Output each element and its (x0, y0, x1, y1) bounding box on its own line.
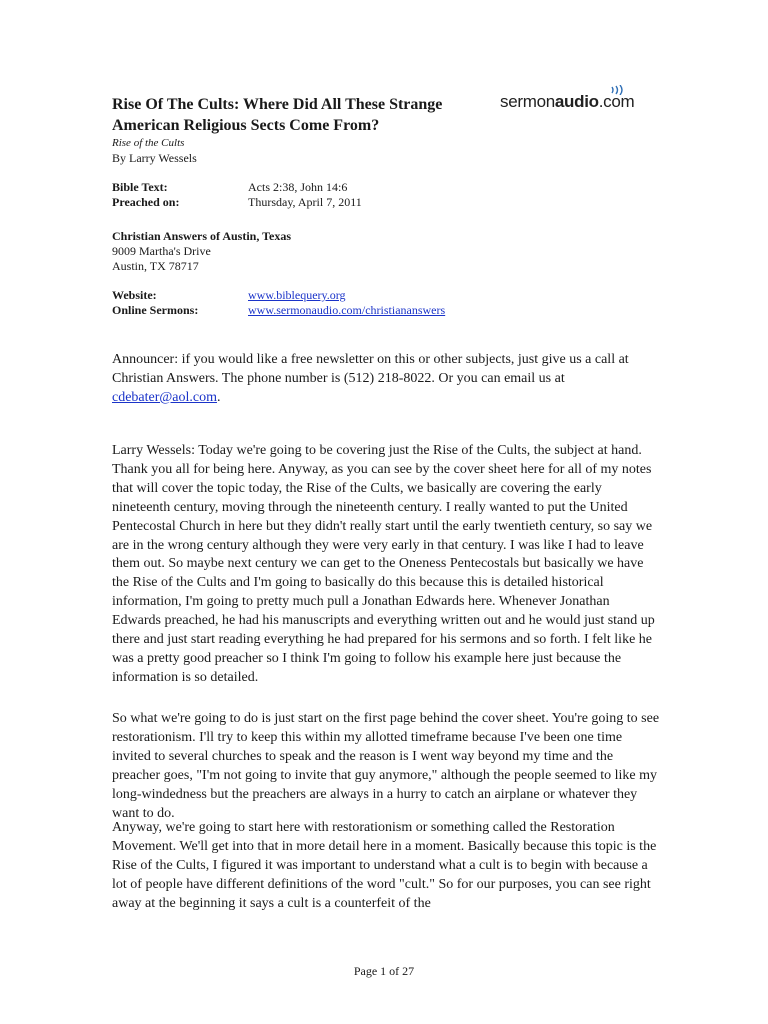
transcript-paragraph-3: Anyway, we're going to start here with restorationism or something called the Restoration Movement. We'll get into that in more detail here in a moment. Basically because this topic is the Rise of the Cults, I figured it was important to understand what a cult is to begin with because a lot of people have different definitions of the word "cult." So for our purposes, you can see right away at the beginning it says a cult is a counterfeit of the (112, 820, 657, 911)
preached-on-value: Thursday, April 7, 2011 (248, 195, 362, 209)
transcript-paragraph-2: So what we're going to do is just start on the first page behind the cover sheet. You're going to see restorationism. I'll try to keep this within my allotted timeframe because I've been one time invited to several churches to speak and the reason is I went way beyond my time and the preacher goes, "I'm not going to invite that guy anymore," although the people seemed to like my long-windedness but the preachers are always in a hurry to catch an airplane or whatever they want to do. (112, 711, 660, 821)
bible-text-value: Acts 2:38, John 14:6 (248, 180, 348, 194)
logo-text-audio: audio (554, 92, 599, 111)
transcript-paragraph-1: Larry Wessels: Today we're going to be covering just the Rise of the Cults, the subject at hand. Thank you all for being here. Anyway, as you can see by the cover sheet here for all of my notes that will cover the topic today, the Rise of the Cults, we basically are covering the early nineteenth century, moving through the nineteenth century. I really wanted to put the United Pentecostal Church in here but they didn't really start until the early twentieth century, so say we are in the wrong century although they were very early in that century. I was like I had to leave them out. So maybe next century we can get to the Oneness Pentecostals but basically we have the Rise of the Cults and I'm going to basically do this because this is detailed historical information, I'm going to pretty much pull a Jonathan Edwards here. Whenever Jonathan Edwards preached, he had his manuscripts and everything written out and he would just stand up there and just start reading everything he had prepared for his sermons and so forth. I felt like he was a pretty good preacher so I think I'm going to follow his example here just because the information is so detailed. (112, 443, 655, 685)
website-label: Website: (112, 288, 157, 302)
preached-on-label: Preached on: (112, 195, 180, 209)
announcer-text: Announcer: if you would like a free newsletter on this or other subjects, just give us a call at Christian Answers. The phone number is (512) 218-8022. Or you can email us at (112, 352, 629, 386)
online-sermons-link[interactable]: www.sermonaudio.com/christiananswers (248, 303, 446, 317)
announcer-end: . (217, 389, 221, 405)
logo-text-sermon: sermon (500, 92, 555, 111)
logo-text-com: .com (598, 92, 635, 111)
sermonaudio-logo (500, 92, 634, 112)
address-city: Austin, TX 78717 (112, 259, 199, 273)
organization-address (112, 229, 291, 274)
email-link[interactable]: cdebater@aol.com (112, 389, 218, 405)
address-street: 9009 Martha's Drive (112, 244, 211, 258)
sound-wave-icon (610, 85, 624, 95)
author-byline: By Larry Wessels (112, 151, 197, 165)
sermon-title: Rise Of The Cults: Where Did All These Strange American Religious Sects Come From? (112, 96, 443, 134)
website-link[interactable]: www.biblequery.org (248, 288, 346, 302)
organization-name: Christian Answers of Austin, Texas (112, 229, 292, 243)
bible-text-label: Bible Text: (112, 180, 168, 194)
announcer-paragraph (112, 351, 660, 408)
page-number: Page 1 of 27 (353, 964, 415, 978)
online-sermons-label: Online Sermons: (112, 303, 199, 317)
series-subtitle: Rise of the Cults (112, 137, 185, 149)
